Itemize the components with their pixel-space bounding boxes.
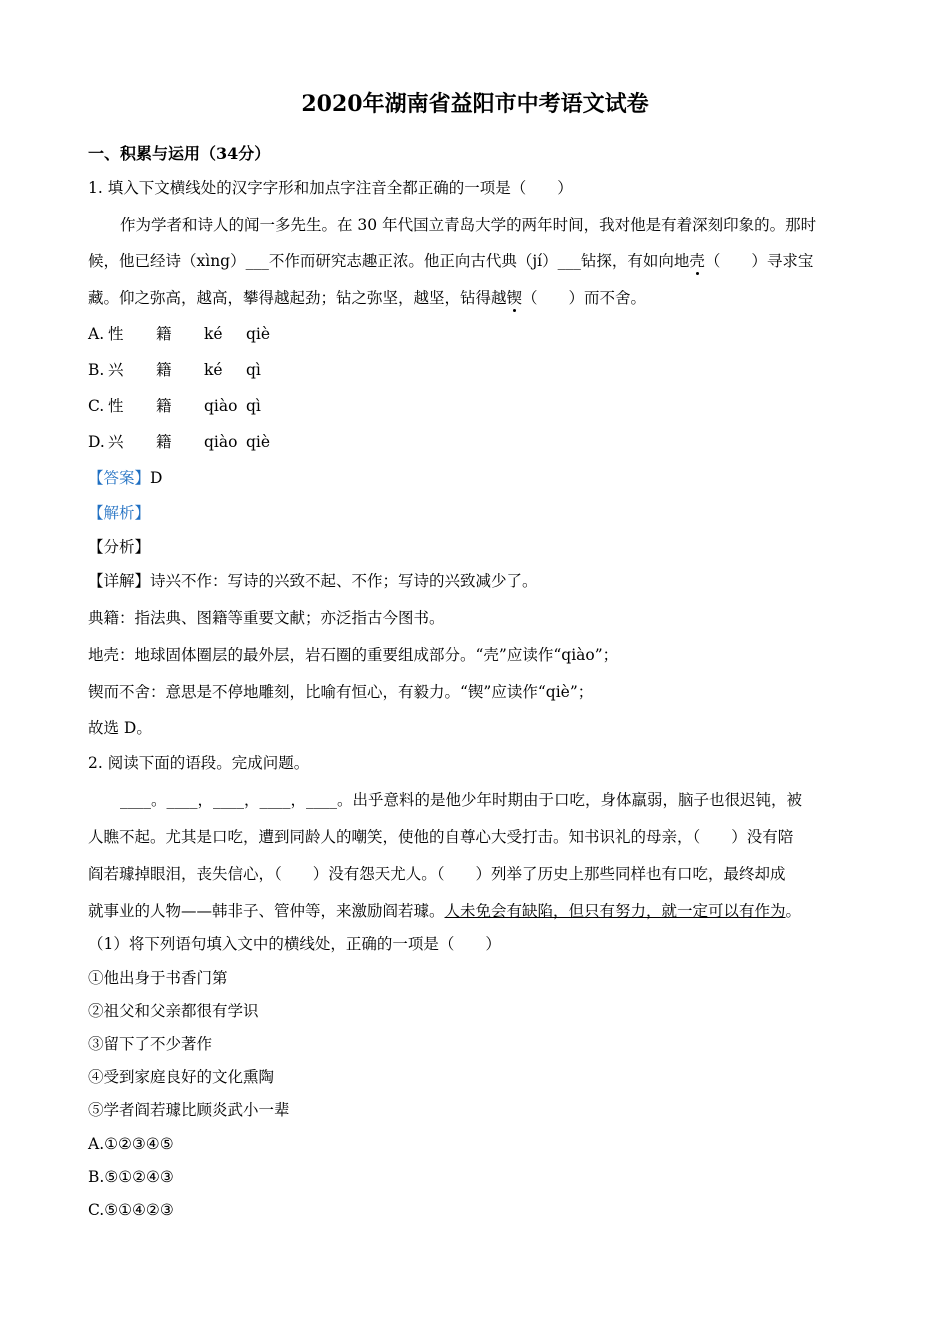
option-pinyin: qì [246, 397, 261, 415]
option-pinyin: qiào [204, 397, 238, 415]
option-letter: B. [88, 361, 105, 379]
q2-item: ⑤学者阎若璩比顾炎武小一辈 [88, 1101, 290, 1119]
q1-option-b [88, 359, 261, 381]
q2-passage-line-4 [88, 900, 801, 922]
q2-item: ②祖父和父亲都很有学识 [88, 1002, 259, 1020]
q2-item: ①他出身于书香门第 [88, 969, 228, 987]
q2-choice-c: C.⑤①④②③ [88, 1201, 174, 1219]
option-char: 籍 [156, 397, 172, 415]
section-heading: 一、积累与运用（34分） [88, 144, 271, 163]
question-2-stem: 2. 阅读下面的语段。完成问题。 [88, 754, 310, 772]
q2-item: ④受到家庭良好的文化熏陶 [88, 1068, 275, 1086]
dotted-char: 壳 [689, 252, 705, 270]
option-char: 性 [108, 325, 124, 343]
option-char: 性 [108, 397, 124, 415]
option-char: 籍 [156, 361, 172, 379]
q2-passage-line-3: 阎若璩掉眼泪，丧失信心，（ ）没有怨天尤人。（ ）列举了历史上那些同样也有口吃，最终却成 [88, 865, 786, 883]
q2-passage-text: 就事业的人物——韩非子、管仲等，来激励阎若璩。 [88, 902, 445, 920]
option-pinyin: qiè [246, 325, 271, 343]
option-letter: D. [88, 433, 105, 451]
q1-option-d [88, 431, 270, 453]
option-pinyin: qiào [204, 433, 238, 451]
option-pinyin: ké [204, 325, 223, 343]
q2-sub-question-1: （1）将下列语句填入文中的横线处，正确的一项是（ ） [88, 935, 501, 953]
option-letter: C. [88, 397, 105, 415]
detail-line-2: 典籍：指法典、图籍等重要文献；亦泛指古今图书。 [88, 609, 445, 627]
option-pinyin: ké [204, 361, 223, 379]
fenxi-tag: 【分析】 [88, 538, 151, 556]
option-char: 籍 [156, 325, 172, 343]
answer-line [88, 467, 162, 489]
underlined-sentence: 人未免会有缺陷，但只有努力，就一定可以有作为 [444, 902, 786, 920]
dotted-char: 锲 [506, 289, 523, 307]
detail-line-5: 故选 D。 [88, 719, 152, 737]
q1-passage-line-1: 作为学者和诗人的闻一多先生。在 30 年代国立青岛大学的两年时间，我对他是有着深刻印象的。那时 [120, 216, 817, 234]
detail-text: 诗兴不作：写诗的兴致不起、不作；写诗的兴致减少了。 [150, 572, 538, 590]
q2-passage-line-2: 人瞧不起。尤其是口吃，遭到同龄人的嘲笑，使他的自尊心大受打击。知书识礼的母亲，（ ）没有陪 [88, 828, 794, 846]
option-pinyin: qiè [246, 433, 271, 451]
answer-value: D [150, 469, 163, 487]
q1-passage-line-2 [88, 250, 813, 272]
question-1-stem: 1. 填入下文横线处的汉字字形和加点字注音全都正确的一项是（ ） [88, 179, 573, 197]
detail-line-3: 地壳：地球固体圈层的最外层，岩石圈的重要组成部分。“壳”应读作“qiào”； [88, 646, 619, 664]
q2-item: ③留下了不少著作 [88, 1035, 213, 1053]
answer-tag: 【答案】 [88, 469, 151, 487]
analysis-tag: 【解析】 [88, 504, 151, 522]
q1-option-a [88, 323, 270, 345]
detail-tag: 【详解】 [88, 572, 151, 590]
q2-passage-text: 。 [785, 902, 802, 920]
q1-passage-text: （ ）而不舍。 [522, 289, 647, 307]
q2-choice-a: A.①②③④⑤ [88, 1135, 174, 1153]
option-char: 籍 [156, 433, 172, 451]
detail-line-4: 锲而不舍：意思是不停地雕刻，比喻有恒心，有毅力。“锲”应读作“qiè”； [88, 683, 594, 701]
option-pinyin: qì [246, 361, 261, 379]
q1-option-c [88, 395, 261, 417]
q1-passage-text: 候，他已经诗（xìng）___不作而研究志趣正浓。他正向古代典（jí）___钻探，有如向地 [88, 252, 690, 270]
q2-choice-b: B.⑤①②④③ [88, 1168, 174, 1186]
q2-passage-line-1: ____。____，____，____，____。出乎意料的是他少年时期由于口吃，身体羸弱，脑子也很迟钝，被 [120, 791, 803, 809]
detail-line-1 [88, 570, 538, 592]
page-title: 2020年湖南省益阳市中考语文试卷 [301, 91, 649, 117]
option-char: 兴 [108, 433, 124, 451]
q1-passage-text: 藏。仰之弥高，越高，攀得越起劲；钻之弥坚，越坚，钻得越 [88, 289, 507, 307]
option-char: 兴 [108, 361, 124, 379]
q1-passage-text: （ ）寻求宝 [704, 252, 814, 270]
q1-passage-line-3 [88, 287, 646, 309]
option-letter: A. [88, 325, 105, 343]
